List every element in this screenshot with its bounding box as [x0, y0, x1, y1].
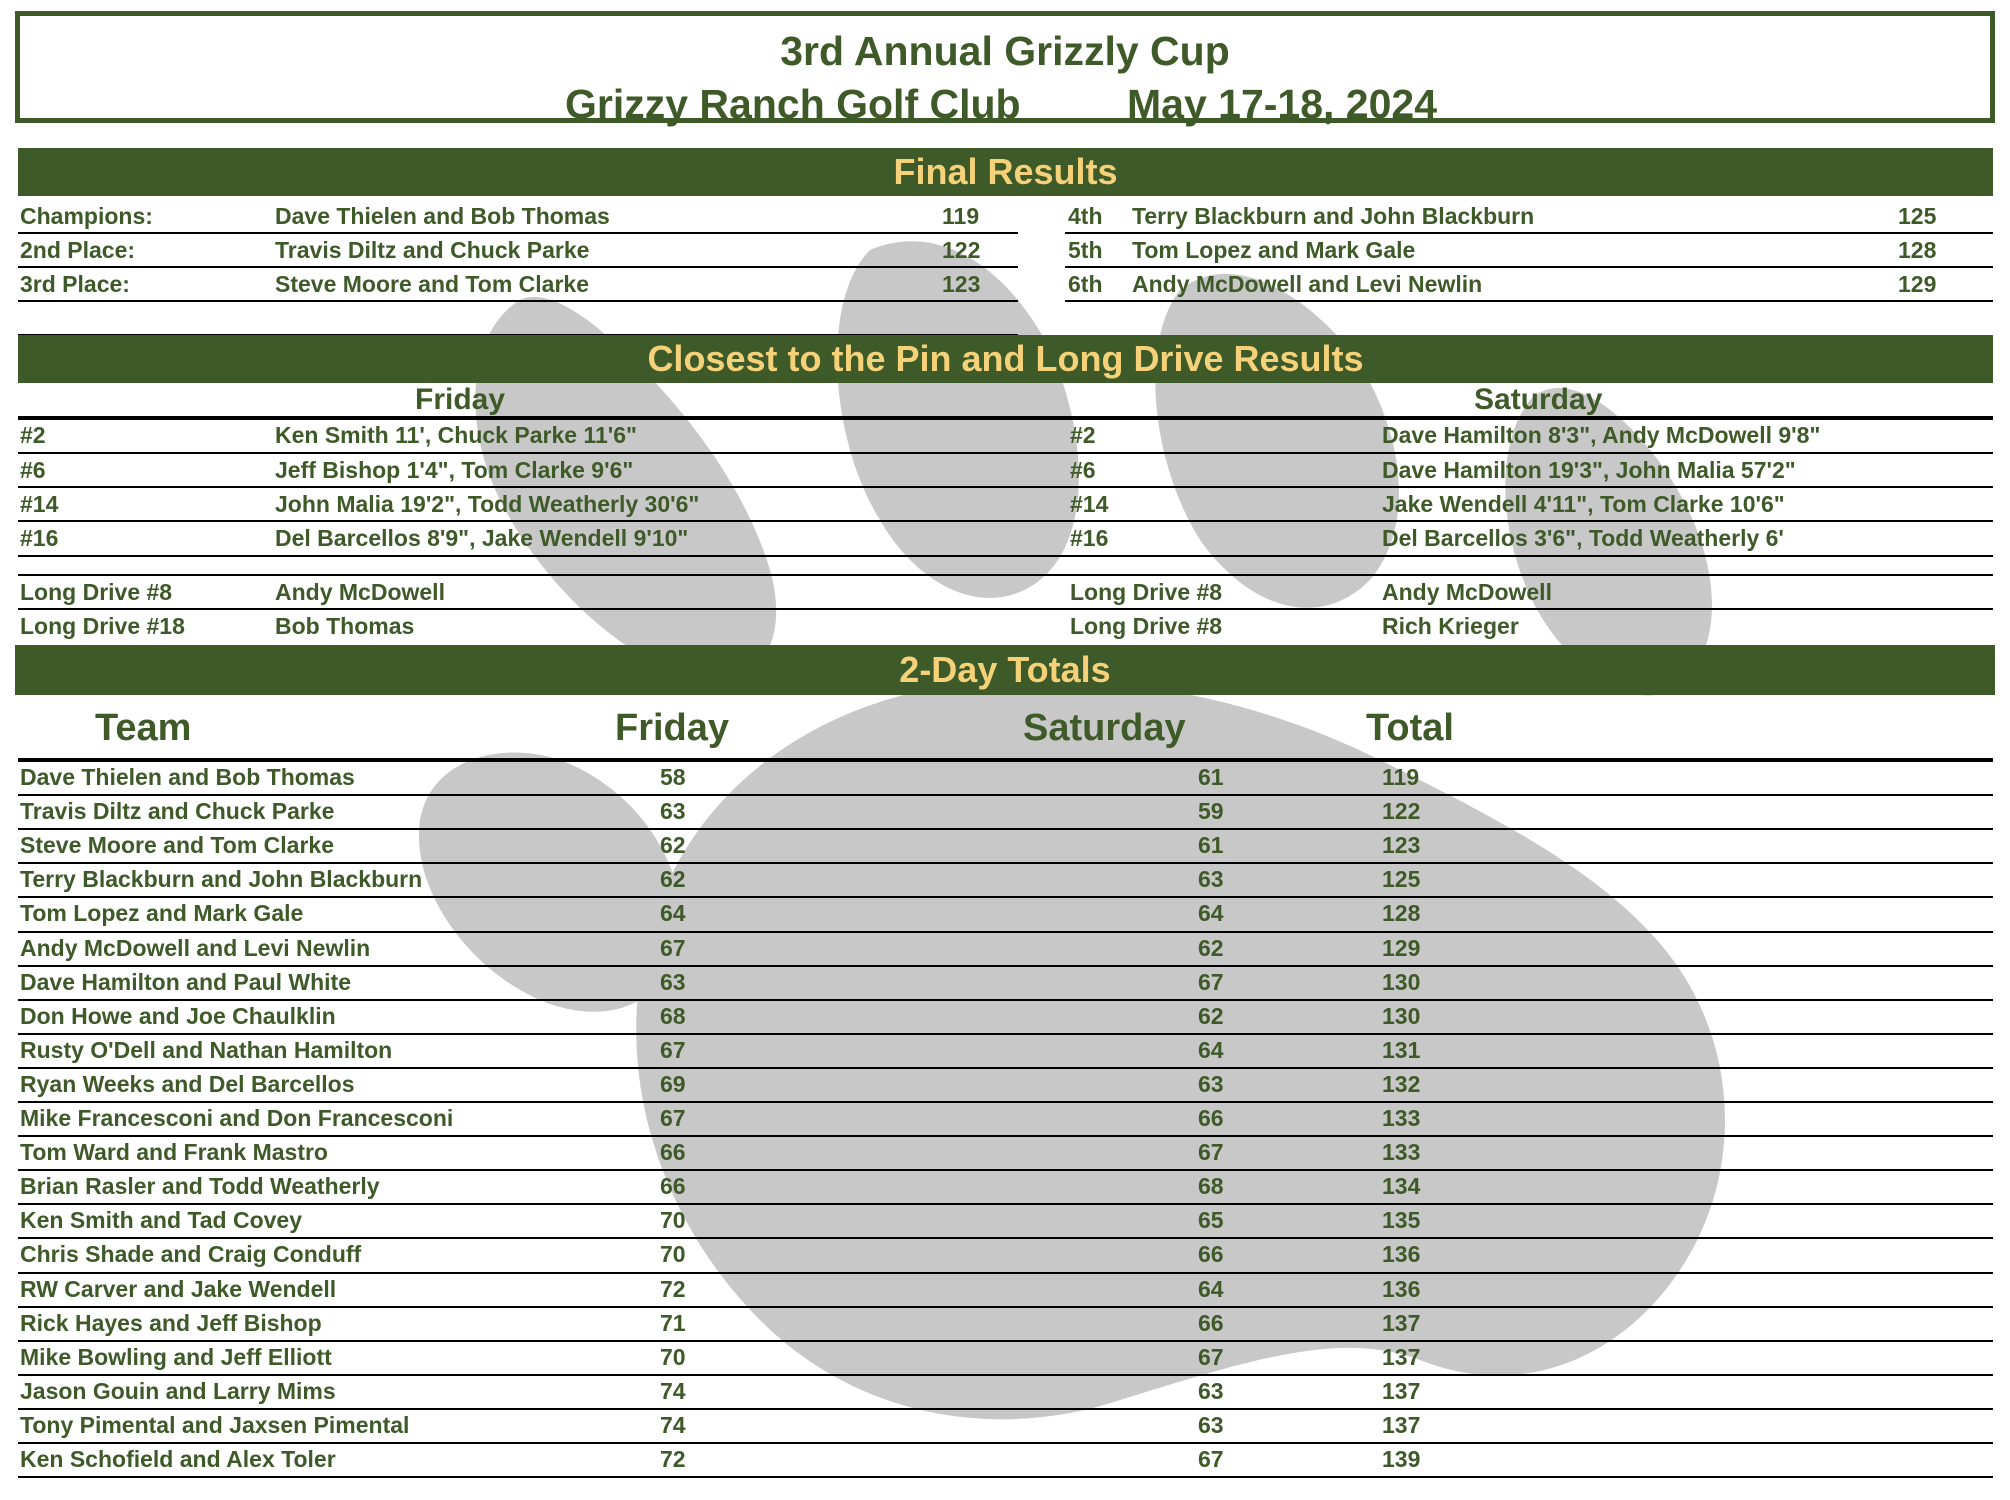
friday-score: 58: [660, 764, 686, 790]
friday-score: 64: [660, 900, 686, 926]
title-box: [15, 11, 1995, 127]
friday-score: 66: [660, 1173, 686, 1199]
total-score: 139: [1382, 1446, 1421, 1472]
saturday-score: 68: [1198, 1173, 1224, 1199]
hole-label: Long Drive #8: [1070, 613, 1223, 639]
team-name: Chris Shade and Craig Conduff: [20, 1241, 362, 1267]
saturday-score: 59: [1198, 798, 1224, 824]
team-name: Steve Moore and Tom Clarke: [20, 832, 334, 858]
team-name: Travis Diltz and Chuck Parke: [275, 237, 590, 263]
table-row: [20, 1442, 1990, 1476]
team-name: Jason Gouin and Larry Mims: [20, 1378, 336, 1404]
friday-score: 70: [660, 1207, 686, 1233]
ctp-row: [20, 453, 1990, 487]
table-row: [20, 1306, 1990, 1340]
friday-score: 70: [660, 1241, 686, 1267]
team-name: Rusty O'Dell and Nathan Hamilton: [20, 1037, 393, 1063]
team-name: Terry Blackburn and John Blackburn: [1132, 203, 1535, 229]
team-name: Brian Rasler and Todd Weatherly: [20, 1173, 380, 1199]
saturday-score: 63: [1198, 866, 1224, 892]
table-row: [20, 1340, 1990, 1374]
table-row: [20, 1237, 1990, 1271]
totals-heading: 2-Day Totals: [15, 645, 1995, 695]
saturday-score: 66: [1198, 1310, 1224, 1336]
saturday-score: 64: [1198, 900, 1224, 926]
friday-score: 74: [660, 1412, 686, 1438]
total-score: 130: [1382, 1003, 1421, 1029]
friday-score: 63: [660, 969, 686, 995]
final-result-row: [1068, 267, 1988, 301]
friday-score: 74: [660, 1378, 686, 1404]
team-name: Tom Ward and Frank Mastro: [20, 1139, 328, 1165]
team-name: Andy McDowell and Levi Newlin: [1132, 271, 1483, 297]
final-result-row: [20, 267, 1020, 301]
team-name: Tony Pimental and Jaxsen Pimental: [20, 1412, 410, 1438]
hole-label: #2: [20, 422, 46, 448]
hole-label: #16: [20, 525, 59, 551]
friday-score: 62: [660, 832, 686, 858]
total-score: 136: [1382, 1241, 1421, 1267]
total-score: 123: [1382, 832, 1421, 858]
team-name: Tom Lopez and Mark Gale: [20, 900, 304, 926]
total-score: 134: [1382, 1173, 1421, 1199]
team-name: Ken Schofield and Alex Toler: [20, 1446, 336, 1472]
place-label: 3rd Place:: [20, 271, 130, 297]
place-label: 5th: [1068, 237, 1103, 263]
total-score: 135: [1382, 1207, 1421, 1233]
row-divider: [1065, 300, 1993, 302]
saturday-score: 62: [1198, 1003, 1224, 1029]
score: 129: [1898, 271, 1937, 297]
saturday-score: 64: [1198, 1276, 1224, 1302]
table-row: [20, 1067, 1990, 1101]
ctp-saturday-header: Saturday: [1474, 383, 1603, 416]
table-row: [20, 1135, 1990, 1169]
ctp-result: Jake Wendell 4'11", Tom Clarke 10'6": [1382, 491, 1785, 517]
friday-score: 67: [660, 1037, 686, 1063]
final-result-row: [1068, 199, 1988, 233]
friday-score: 67: [660, 935, 686, 961]
long-drive-row: [20, 609, 1990, 643]
total-score: 122: [1382, 798, 1421, 824]
place-label: 2nd Place:: [20, 237, 136, 263]
team-name: Don Howe and Joe Chaulklin: [20, 1003, 336, 1029]
friday-column-header: Friday: [615, 707, 730, 749]
total-score: 133: [1382, 1105, 1421, 1131]
row-divider: [18, 555, 1993, 557]
final-result-row: [1068, 233, 1988, 267]
team-name: Dave Thielen and Bob Thomas: [275, 203, 610, 229]
saturday-score: 66: [1198, 1241, 1224, 1267]
saturday-score: 63: [1198, 1378, 1224, 1404]
team-name: Dave Hamilton and Paul White: [20, 969, 351, 995]
hole-label: #6: [20, 457, 46, 483]
hole-label: #14: [1070, 491, 1109, 517]
ctp-result: John Malia 19'2", Todd Weatherly 30'6": [275, 491, 700, 517]
total-score: 119: [1382, 764, 1420, 790]
score: 122: [942, 237, 981, 263]
ctp-row: [20, 487, 1990, 521]
ctp-result: Del Barcellos 3'6", Todd Weatherly 6': [1382, 525, 1784, 551]
friday-score: 69: [660, 1071, 686, 1097]
club-name: Grizzy Ranch Golf Club: [565, 81, 1021, 127]
team-name: Travis Diltz and Chuck Parke: [20, 798, 335, 824]
table-row: [20, 965, 1990, 999]
saturday-score: 62: [1198, 935, 1224, 961]
final-result-row: [20, 233, 1020, 267]
hole-label: #6: [1070, 457, 1096, 483]
total-score: 133: [1382, 1139, 1421, 1165]
friday-score: 66: [660, 1139, 686, 1165]
team-name: Tom Lopez and Mark Gale: [1132, 237, 1416, 263]
saturday-score: 67: [1198, 1344, 1224, 1370]
page-title: 3rd Annual Grizzly Cup: [780, 28, 1230, 74]
table-row: [20, 999, 1990, 1033]
team-name: Terry Blackburn and John Blackburn: [20, 866, 423, 892]
ctp-result: Jeff Bishop 1'4", Tom Clarke 9'6": [275, 457, 634, 483]
team-name: Ken Smith and Tad Covey: [20, 1207, 303, 1233]
long-drive-winner: Andy McDowell: [275, 579, 445, 605]
total-score: 132: [1382, 1071, 1421, 1097]
total-score: 137: [1382, 1310, 1421, 1336]
ctp-friday-header: Friday: [415, 383, 506, 416]
score: 123: [942, 271, 981, 297]
score: 119: [942, 203, 980, 229]
total-score: 137: [1382, 1344, 1421, 1370]
saturday-column-header: Saturday: [1023, 707, 1186, 749]
saturday-score: 65: [1198, 1207, 1224, 1233]
team-name: Ryan Weeks and Del Barcellos: [20, 1071, 355, 1097]
score: 128: [1898, 237, 1937, 263]
table-row: [20, 862, 1990, 896]
hole-label: Long Drive #8: [20, 579, 173, 605]
table-row: [20, 1272, 1990, 1306]
friday-score: 67: [660, 1105, 686, 1131]
total-score: 131: [1382, 1037, 1421, 1063]
team-name: Mike Francesconi and Don Francesconi: [20, 1105, 454, 1131]
total-column-header: Total: [1366, 707, 1454, 749]
total-score: 129: [1382, 935, 1421, 961]
hole-label: Long Drive #18: [20, 613, 185, 639]
team-column-header: Team: [95, 707, 192, 749]
table-row: [20, 1203, 1990, 1237]
long-drive-winner: Andy McDowell: [1382, 579, 1552, 605]
team-name: Mike Bowling and Jeff Elliott: [20, 1344, 332, 1370]
ctp-row: [20, 521, 1990, 555]
friday-score: 72: [660, 1446, 686, 1472]
saturday-score: 67: [1198, 1139, 1224, 1165]
saturday-score: 61: [1198, 832, 1224, 858]
long-drive-winner: Rich Krieger: [1382, 613, 1519, 639]
row-divider: [18, 300, 1018, 302]
team-name: RW Carver and Jake Wendell: [20, 1276, 337, 1302]
row-divider: [18, 1476, 1993, 1478]
place-label: 4th: [1068, 203, 1103, 229]
team-name: Rick Hayes and Jeff Bishop: [20, 1310, 322, 1336]
total-score: 125: [1382, 866, 1421, 892]
table-row: [20, 931, 1990, 965]
final-results-heading: Final Results: [18, 148, 1993, 196]
place-label: 6th: [1068, 271, 1103, 297]
friday-score: 63: [660, 798, 686, 824]
table-row: [20, 1408, 1990, 1442]
hole-label: Long Drive #8: [1070, 579, 1223, 605]
saturday-score: 63: [1198, 1071, 1224, 1097]
friday-score: 68: [660, 1003, 686, 1029]
team-name: Andy McDowell and Levi Newlin: [20, 935, 371, 961]
team-name: Dave Thielen and Bob Thomas: [20, 764, 355, 790]
table-row: [20, 1169, 1990, 1203]
total-score: 137: [1382, 1412, 1421, 1438]
total-score: 137: [1382, 1378, 1421, 1404]
team-name: Steve Moore and Tom Clarke: [275, 271, 589, 297]
friday-score: 70: [660, 1344, 686, 1370]
total-score: 136: [1382, 1276, 1421, 1302]
saturday-score: 61: [1198, 764, 1224, 790]
table-row: [20, 760, 1990, 794]
event-dates: May 17-18, 2024: [1127, 81, 1438, 127]
table-row: [20, 896, 1990, 930]
total-score: 130: [1382, 969, 1421, 995]
place-label: Champions:: [20, 203, 153, 229]
ctp-heading: Closest to the Pin and Long Drive Results: [18, 335, 1993, 383]
ctp-result: Dave Hamilton 19'3", John Malia 57'2": [1382, 457, 1796, 483]
ctp-result: Dave Hamilton 8'3", Andy McDowell 9'8": [1382, 422, 1821, 448]
hole-label: #16: [1070, 525, 1109, 551]
table-row: [20, 794, 1990, 828]
table-row: [20, 1374, 1990, 1408]
hole-label: #2: [1070, 422, 1096, 448]
saturday-score: 66: [1198, 1105, 1224, 1131]
saturday-score: 63: [1198, 1412, 1224, 1438]
hole-label: #14: [20, 491, 59, 517]
saturday-score: 64: [1198, 1037, 1224, 1063]
score: 125: [1898, 203, 1937, 229]
long-drive-winner: Bob Thomas: [275, 613, 415, 639]
table-row: [20, 828, 1990, 862]
ctp-result: Ken Smith 11', Chuck Parke 11'6": [275, 422, 637, 448]
table-row: [20, 1033, 1990, 1067]
saturday-score: 67: [1198, 1446, 1224, 1472]
long-drive-row: [20, 575, 1990, 609]
total-score: 128: [1382, 900, 1421, 926]
table-row: [20, 1101, 1990, 1135]
final-result-row: [20, 199, 1020, 233]
friday-score: 71: [660, 1310, 686, 1336]
ctp-row: [20, 418, 1990, 452]
friday-score: 62: [660, 866, 686, 892]
ctp-result: Del Barcellos 8'9", Jake Wendell 9'10": [275, 525, 689, 551]
saturday-score: 67: [1198, 969, 1224, 995]
friday-score: 72: [660, 1276, 686, 1302]
